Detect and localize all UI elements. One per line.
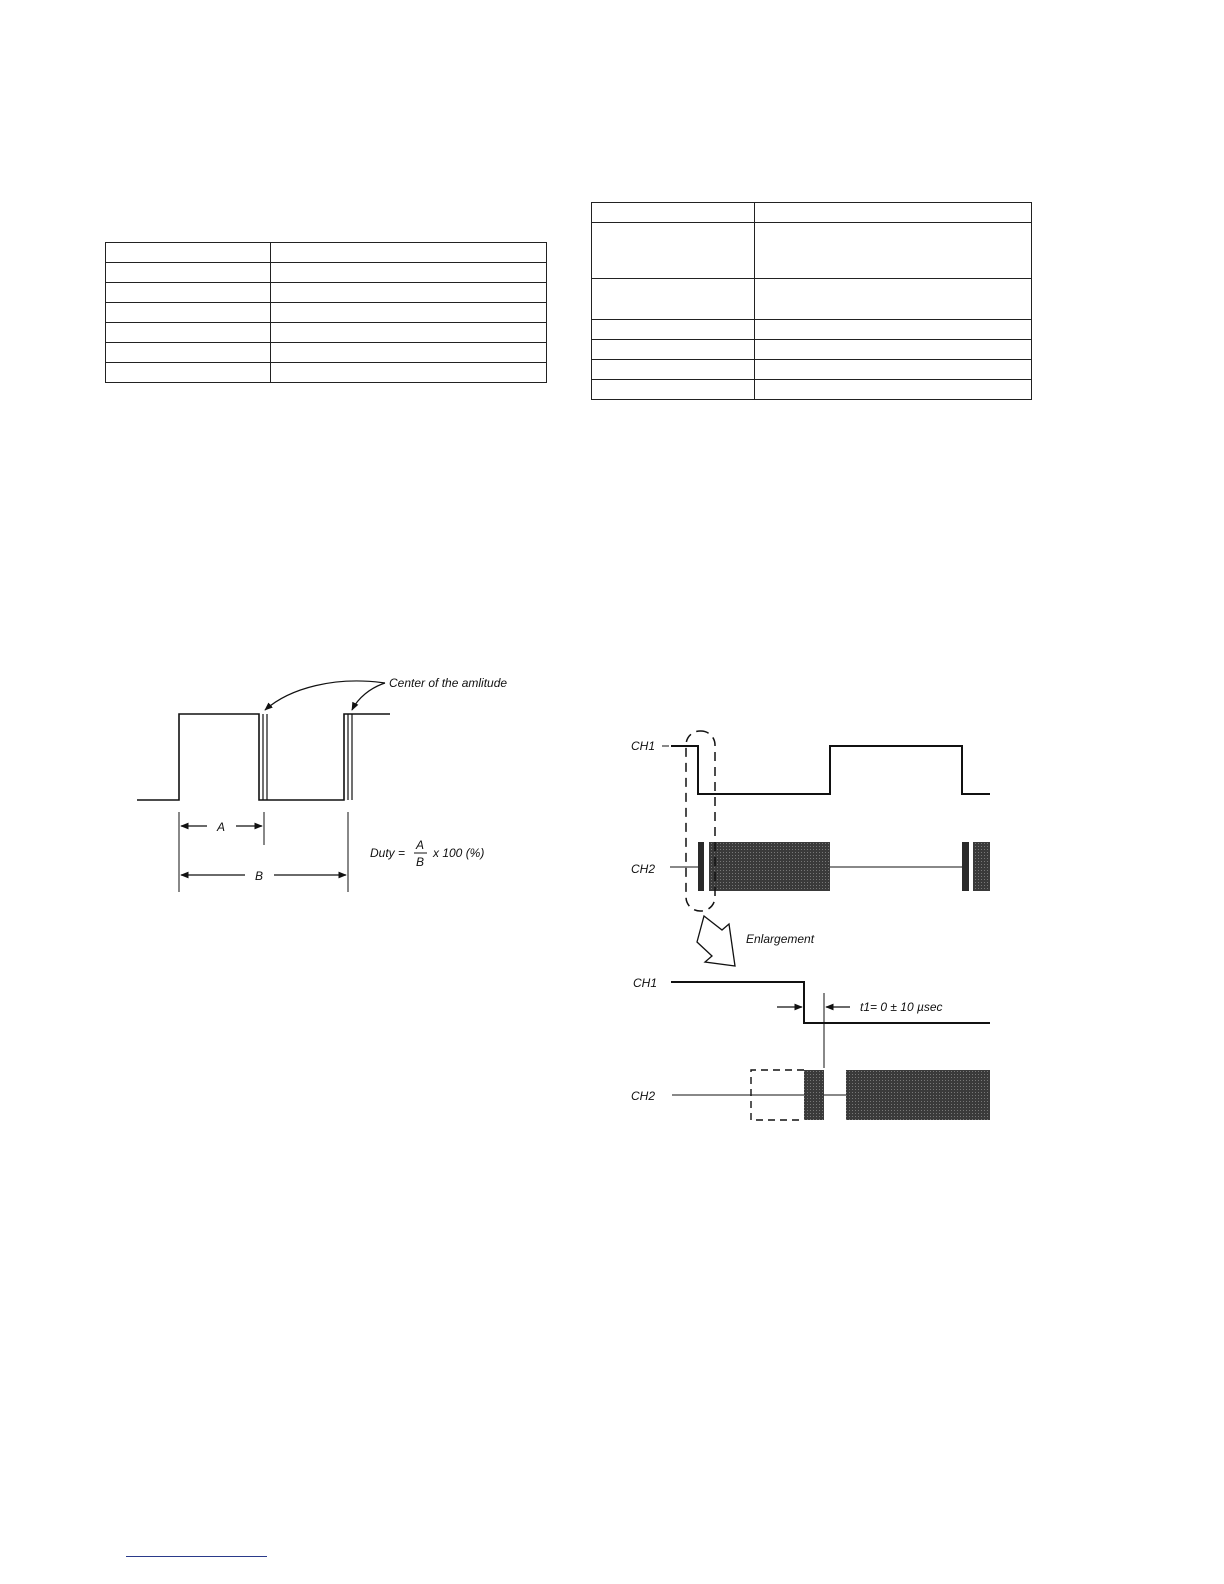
timing-figure [631, 731, 990, 1120]
duty-formula-numerator: A [415, 838, 425, 852]
duty-formula-denominator: B [415, 855, 425, 869]
ch1-waveform [671, 746, 990, 794]
duty-cycle-figure [137, 676, 507, 892]
annotation-arrow [352, 683, 385, 710]
enlargement-label: Enlargement [746, 932, 815, 946]
ch2-burst [709, 842, 830, 891]
ch2-pulse [698, 842, 704, 891]
ch2-burst [973, 842, 990, 891]
ch1-detail-label: CH1 [633, 976, 658, 990]
ch2-pulse [962, 842, 969, 891]
ch1-label: CH1 [631, 739, 656, 753]
ch2-detail-label: CH2 [631, 1089, 656, 1103]
ch2-detail-burst [846, 1070, 990, 1120]
dimension-label-a: A [216, 820, 226, 834]
annotation-label: Center of the amlitude [389, 676, 508, 690]
enlargement-arrow-icon [697, 916, 735, 966]
ch2-detail-pulse [804, 1070, 824, 1120]
annotation-arrow [265, 681, 385, 710]
duty-formula-prefix: Duty = [370, 846, 406, 860]
ch2-label: CH2 [631, 862, 656, 876]
t1-label: t1= 0 ± 10 µsec [860, 1000, 943, 1014]
dimension-label-b: B [254, 869, 264, 883]
footer-rule [126, 1556, 267, 1557]
duty-formula-suffix: x 100 (%) [433, 846, 485, 860]
